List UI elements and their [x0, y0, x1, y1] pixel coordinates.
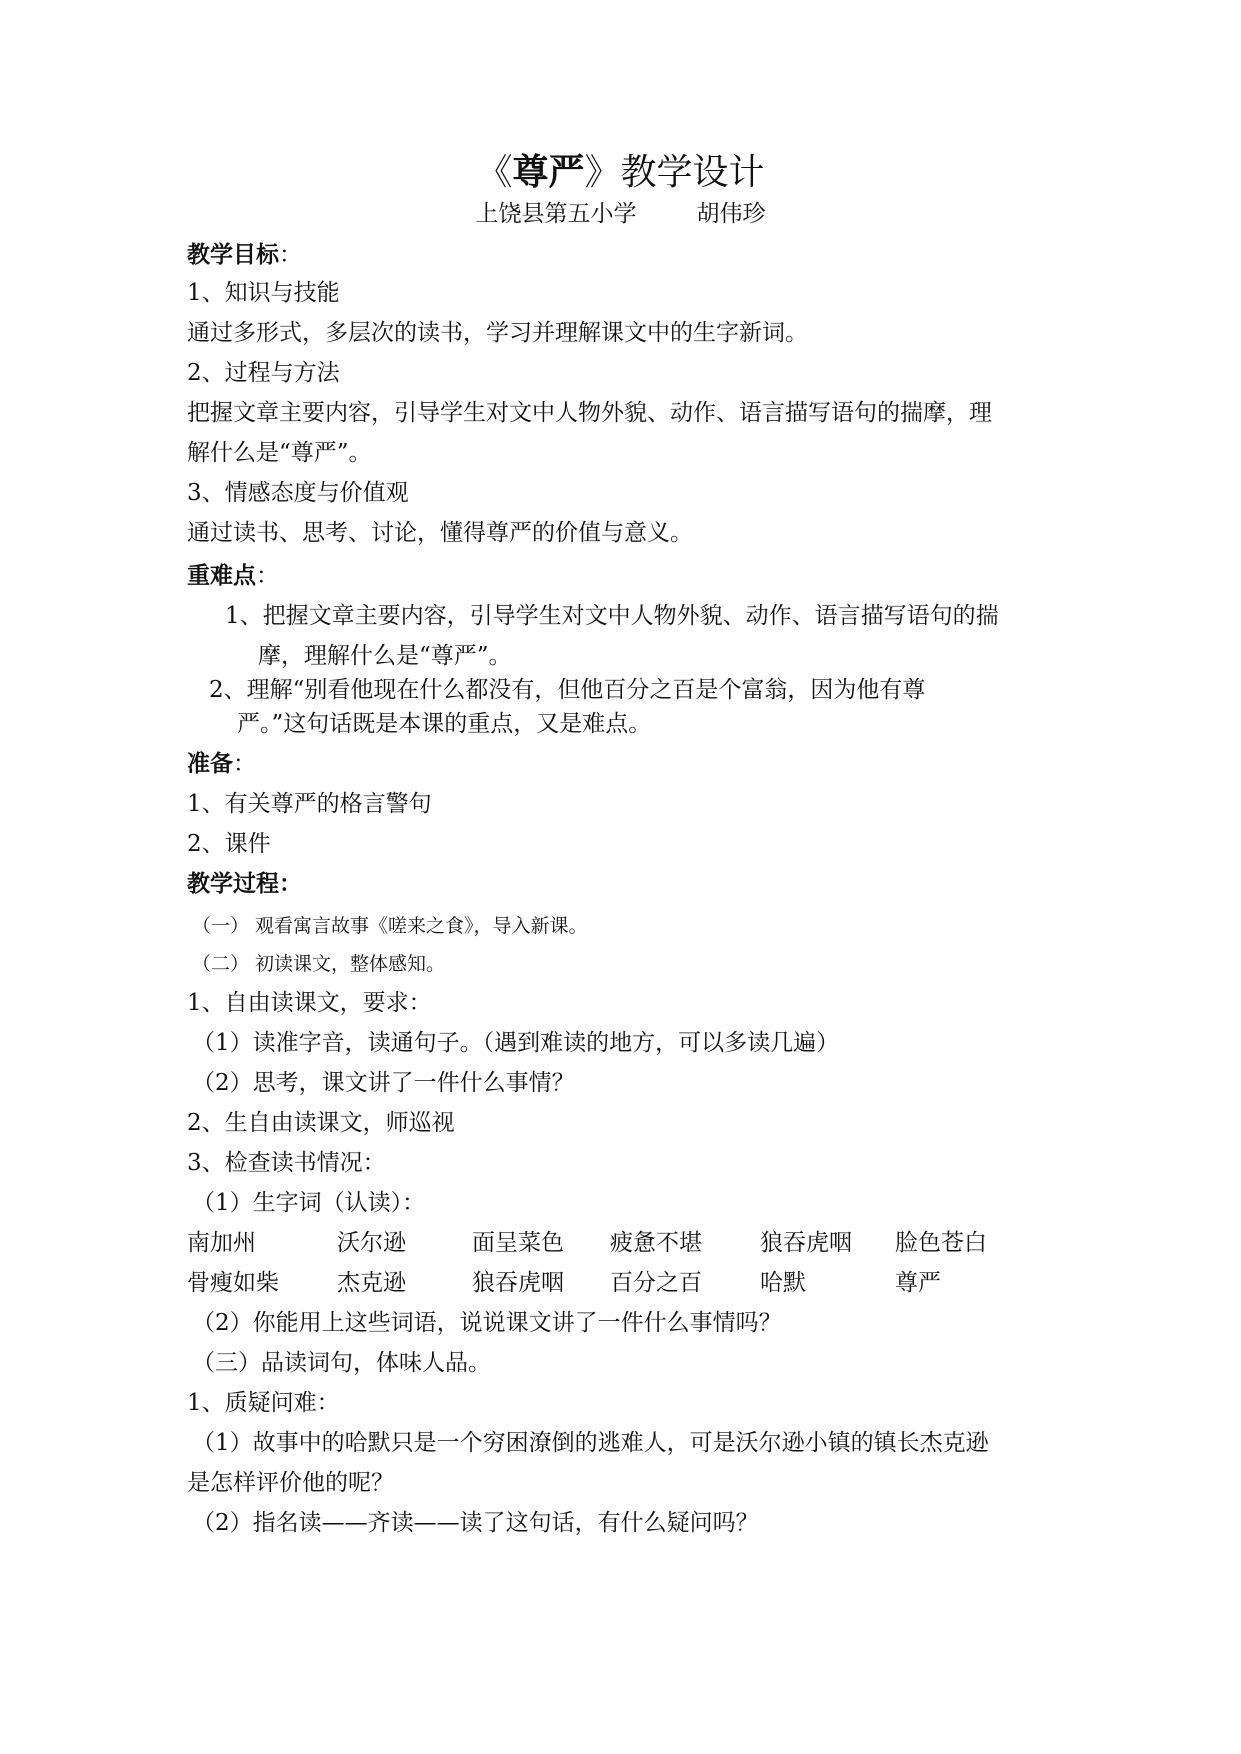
objectives-heading-text: 教学目标: [187, 241, 279, 268]
question-1: 1、质疑问难：: [187, 1390, 340, 1416]
vocab-word: 狼吞虎咽: [472, 1270, 564, 1296]
document-title: [0, 150, 1241, 195]
keypoint-2-line-2: 严。”这句话既是本课的重点，又是难点。: [237, 711, 652, 737]
keypoint-2-line-1: 2、理解“别看他现在什么都没有，但他百分之百是个富翁，因为他有尊: [209, 677, 926, 703]
vocab-word: 哈默: [760, 1270, 806, 1296]
keypoints-heading-text: 重难点: [187, 562, 256, 589]
objective-3-heading: 3、情感态度与价值观: [187, 480, 409, 506]
process-item-1: 1、自由读课文，要求：: [187, 990, 432, 1016]
process-item-3b: （2）你能用上这些词语，说说课文讲了一件什么事情吗？: [192, 1310, 782, 1336]
objectives-heading: [187, 240, 302, 270]
objective-2-text-line-2: 解什么是“尊严”。: [187, 440, 372, 466]
step-3: （三）品读词句，体味人品。: [192, 1350, 491, 1376]
vocab-word: 脸色苍白: [895, 1230, 987, 1256]
step-1: （一） 观看寓言故事《嗟来之食》，导入新课。: [192, 915, 588, 937]
process-item-3: 3、检查读书情况：: [187, 1150, 386, 1176]
vocab-word: 狼吞虎咽: [760, 1230, 852, 1256]
process-item-1a: （1）读准字音，读通句子。（遇到难读的地方，可以多读几遍）: [192, 1030, 840, 1056]
question-1a-line-2: 是怎样评价他的呢？: [187, 1470, 394, 1496]
step-2: （二） 初读课文，整体感知。: [192, 953, 446, 975]
keypoints-colon: ：: [256, 563, 279, 589]
vocab-word: 沃尔逊: [337, 1230, 406, 1256]
keypoint-1-line-1: 1、把握文章主要内容，引导学生对文中人物外貌、动作、语言描写语句的揣: [225, 603, 999, 629]
process-item-1b: （2）思考，课文讲了一件什么事情？: [192, 1070, 575, 1096]
school-name: 上饶县第五小学: [475, 201, 637, 227]
vocab-word: 百分之百: [610, 1270, 702, 1296]
prep-heading-text: 准备: [187, 750, 233, 777]
title-bold-text: 尊严: [512, 151, 585, 193]
vocab-word: 杰克逊: [337, 1270, 406, 1296]
objective-2-text-line-1: 把握文章主要内容，引导学生对文中人物外貌、动作、语言描写语句的揣摩，理: [187, 400, 992, 426]
prep-item-2: 2、课件: [187, 831, 271, 857]
author-name: 胡伟珍: [696, 201, 766, 227]
vocab-word: 骨瘦如柴: [187, 1270, 279, 1296]
keypoint-1-line-2: 摩，理解什么是“尊严”。: [258, 643, 512, 669]
title-suffix: 》教学设计: [584, 152, 765, 193]
process-item-3a: （1）生字词（认读）：: [192, 1190, 426, 1216]
keypoints-heading: [187, 561, 279, 591]
objective-3-text: 通过读书、思考、讨论，懂得尊严的价值与意义。: [187, 520, 693, 546]
prep-colon: ：: [233, 751, 256, 777]
objective-2-heading: 2、过程与方法: [187, 360, 340, 386]
vocab-word: 南加州: [187, 1230, 256, 1256]
question-1b: （2）指名读——齐读——读了这句话，有什么疑问吗？: [192, 1510, 759, 1536]
prep-heading: [187, 749, 256, 779]
vocab-word: 尊严: [895, 1270, 941, 1296]
objectives-colon: ：: [279, 242, 302, 268]
process-heading: 教学过程：: [187, 870, 302, 897]
prep-item-1: 1、有关尊严的格言警句: [187, 791, 432, 817]
process-item-2: 2、生自由读课文，师巡视: [187, 1110, 455, 1136]
byline: [0, 199, 1241, 229]
vocab-word: 疲惫不堪: [610, 1230, 702, 1256]
title-bracket-open: 《: [476, 152, 513, 193]
objective-1-heading: 1、知识与技能: [187, 280, 340, 306]
question-1a-line-1: （1）故事中的哈默只是一个穷困潦倒的逃难人，可是沃尔逊小镇的镇长杰克逊: [192, 1430, 989, 1456]
objective-1-text: 通过多形式，多层次的读书，学习并理解课文中的生字新词。: [187, 320, 808, 346]
vocab-word: 面呈菜色: [472, 1230, 564, 1256]
